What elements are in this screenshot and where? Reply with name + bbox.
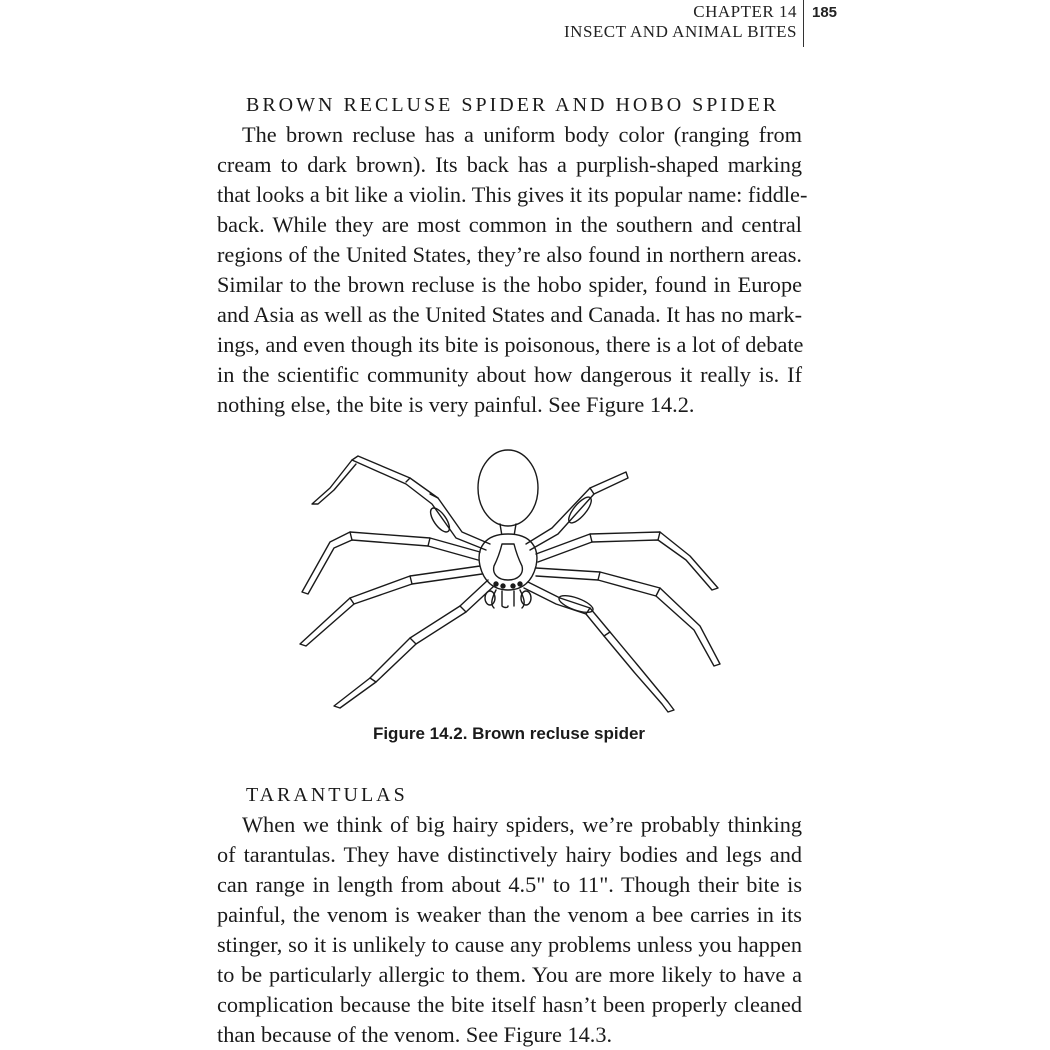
running-head	[564, 2, 797, 42]
text-line: than because of the venom. See Figure 14.3.	[217, 1022, 613, 1047]
text-line: stinger, so it is unlikely to cause any problems unless you happen	[217, 932, 802, 957]
chapter-label: CHAPTER 14	[693, 2, 797, 21]
page-number: 185	[812, 4, 838, 21]
header-divider	[803, 0, 804, 47]
text-line: complication because the bite itself hasn’t been properly cleaned	[217, 992, 802, 1017]
text-line: painful, the venom is weaker than the venom a bee carries in its	[217, 902, 802, 927]
paragraph-tarantulas	[217, 810, 802, 1050]
text-line: to be particularly allergic to them. You are more likely to have a	[217, 962, 802, 987]
text-line: back. While they are most common in the southern and central	[217, 212, 802, 237]
spider-illustration	[290, 448, 740, 716]
chapter-title: INSECT AND ANIMAL BITES	[564, 22, 797, 41]
section-heading-brown-recluse: BROWN RECLUSE SPIDER AND HOBO SPIDER	[246, 94, 780, 116]
section-heading-tarantulas: TARANTULAS	[246, 784, 408, 806]
text-line: nothing else, the bite is very painful. See Figure 14.2.	[217, 392, 695, 417]
text-line: can range in length from about 4.5" to 11". Though their bite is	[217, 872, 802, 897]
text-line: cream to dark brown). Its back has a purplish-shaped marking	[217, 152, 802, 177]
text-line: that looks a bit like a violin. This gives it its popular name: fiddle-	[217, 182, 808, 207]
text-line: When we think of big hairy spiders, we’re probably thinking	[242, 812, 802, 837]
text-line: in the scientific community about how dangerous it really is. If	[217, 362, 802, 387]
figure-caption: Figure 14.2. Brown recluse spider	[372, 724, 646, 743]
text-line: ings, and even though its bite is poisonous, there is a lot of debate	[217, 332, 804, 357]
text-line: of tarantulas. They have distinctively hairy bodies and legs and	[217, 842, 802, 867]
text-line: and Asia as well as the United States and Canada. It has no mark-	[217, 302, 802, 327]
text-line: regions of the United States, they’re also found in northern areas.	[217, 242, 802, 267]
paragraph-brown-recluse	[217, 120, 808, 420]
text-line: The brown recluse has a uniform body color (ranging from	[242, 122, 802, 147]
text-line: Similar to the brown recluse is the hobo spider, found in Europe	[217, 272, 802, 297]
